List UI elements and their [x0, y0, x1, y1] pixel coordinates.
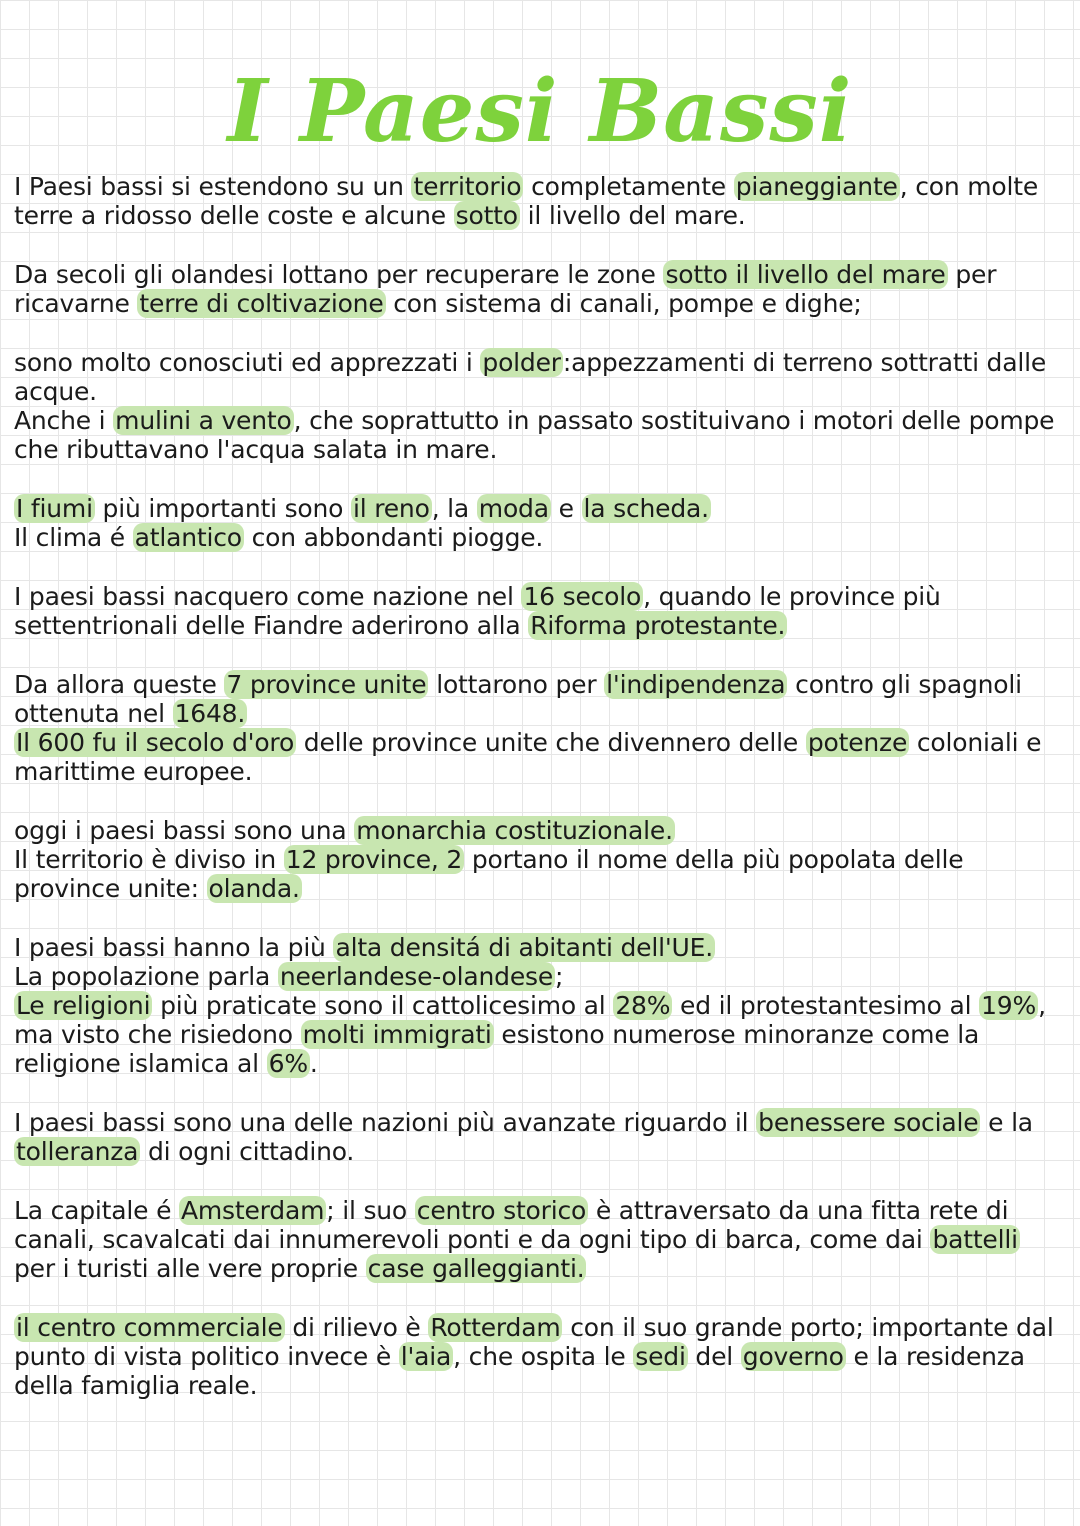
paragraph: [14, 172, 1064, 230]
highlighted-text: 19%: [981, 991, 1037, 1020]
highlighted-text: 1648.: [174, 699, 246, 728]
paragraph-text: più importanti sono: [94, 494, 351, 523]
highlighted-text: sedi: [635, 1342, 686, 1371]
highlighted-text: 12 province, 2: [285, 845, 463, 874]
paragraph-text: oggi i paesi bassi sono una: [14, 816, 355, 845]
highlighted-text: governo: [742, 1342, 844, 1371]
highlighted-text: I fiumi: [16, 494, 93, 523]
paragraph-text: con il suo grande porto; importante dal punto di vista politico invece è: [14, 1313, 1054, 1371]
highlighted-text: atlantico: [134, 523, 242, 552]
highlighted-text: mulini a vento: [115, 406, 292, 435]
highlighted-text: sotto: [455, 201, 518, 230]
highlighted-text: centro storico: [416, 1196, 587, 1225]
paragraph-text: per i turisti alle vere proprie: [14, 1254, 366, 1283]
highlighted-text: neerlandese-olandese: [279, 962, 554, 991]
highlighted-text: battelli: [932, 1225, 1018, 1254]
paragraph-text: ; il suo: [326, 1196, 415, 1225]
paragraph-text: ed il protestantesimo al: [672, 991, 980, 1020]
paragraph-text: portano il nome della più popolata delle province unite:: [14, 845, 964, 903]
paragraph-text: , che ospita le: [453, 1342, 634, 1371]
highlighted-text: 7 province unite: [226, 670, 427, 699]
paragraph-text: Anche i: [14, 406, 114, 435]
highlighted-text: il reno: [352, 494, 430, 523]
paragraph-text: ;: [555, 962, 564, 991]
paragraph: [14, 1196, 1064, 1283]
paragraph-text: I paesi bassi hanno la più: [14, 933, 334, 962]
paragraph-text: sono molto conosciuti ed apprezzati i: [14, 348, 481, 377]
highlighted-text: olanda.: [208, 874, 300, 903]
paragraph-text: del: [687, 1342, 741, 1371]
highlighted-text: Riforma protestante.: [530, 611, 786, 640]
paragraph-text: è attraversato da una fitta rete di canali, scavalcati dai innumerevoli ponti e da ogni tipo di barca, come dai: [14, 1196, 1009, 1254]
highlighted-text: l'indipendenza: [606, 670, 786, 699]
paragraph-text: coloniali e marittime europee.: [14, 728, 1042, 786]
highlighted-text: terre di coltivazione: [139, 289, 384, 318]
paragraph-text: Il clima é: [14, 523, 133, 552]
paragraph-text: e la: [980, 1108, 1033, 1137]
paragraph: [14, 582, 1064, 640]
paragraph-text: Il territorio è diviso in: [14, 845, 284, 874]
paragraph-text: di ogni cittadino.: [140, 1137, 355, 1166]
highlighted-text: alta densitá di abitanti dell'UE.: [335, 933, 713, 962]
paragraph: [14, 494, 1064, 552]
highlighted-text: molti immigrati: [302, 1020, 492, 1049]
paragraph: [14, 348, 1064, 464]
paragraph-text: esistono numerose minoranze come la religione islamica al: [14, 1020, 980, 1078]
paragraph: [14, 1108, 1064, 1166]
paragraph-text: completamente: [523, 172, 734, 201]
paragraph-text: , quando le province più settentrionali delle Fiandre aderirono alla: [14, 582, 941, 640]
paragraph-text: , che soprattutto in passato sostituivano i motori delle pompe che ributtavano l'acqua salata in mare.: [14, 406, 1055, 464]
page-title: I Paesi Bassi: [227, 61, 853, 162]
paragraph: [14, 260, 1064, 318]
highlighted-text: 28%: [615, 991, 671, 1020]
highlighted-text: monarchia costituzionale.: [356, 816, 673, 845]
highlighted-text: tolleranza: [16, 1137, 139, 1166]
paragraph-text: più praticate sono il cattolicesimo al: [152, 991, 614, 1020]
paragraph: [14, 670, 1064, 786]
paragraph-text: di rilievo è: [284, 1313, 429, 1342]
highlighted-text: il centro commerciale: [16, 1313, 283, 1342]
highlighted-text: 6%: [268, 1049, 308, 1078]
paragraph-text: I paesi bassi nacquero come nazione nel: [14, 582, 522, 611]
paragraph-text: il livello del mare.: [519, 201, 746, 230]
highlighted-text: sotto il livello del mare: [665, 260, 946, 289]
paragraph-text: , con molte terre a ridosso delle coste e alcune: [14, 172, 1039, 230]
paragraph-text: contro gli spagnoli ottenuta nel: [14, 670, 1022, 728]
paragraph: [14, 816, 1064, 903]
paragraph-text: .: [309, 1049, 318, 1078]
highlighted-text: Rotterdam: [430, 1313, 561, 1342]
highlighted-text: la scheda.: [583, 494, 709, 523]
paragraph-text: Da secoli gli olandesi lottano per recuperare le zone: [14, 260, 664, 289]
notes-body: [14, 172, 1064, 1430]
highlighted-text: Amsterdam: [181, 1196, 325, 1225]
highlighted-text: Il 600 fu il secolo d'oro: [16, 728, 295, 757]
paragraph-text: lottarono per: [428, 670, 605, 699]
highlighted-text: l'aia: [400, 1342, 452, 1371]
highlighted-text: case galleggianti.: [367, 1254, 585, 1283]
paragraph-text: La capitale é: [14, 1196, 179, 1225]
paragraph-text: , ma visto che risiedono: [14, 991, 1046, 1049]
paragraph-text: delle province unite che divennero delle: [296, 728, 806, 757]
paragraph-text: per ricavarne: [14, 260, 997, 318]
paragraph-text: , la: [431, 494, 477, 523]
paragraph-text: e: [550, 494, 582, 523]
highlighted-text: potenze: [807, 728, 908, 757]
highlighted-text: 16 secolo: [523, 582, 642, 611]
highlighted-text: Le religioni: [16, 991, 151, 1020]
paragraph-text: :appezzamenti di terreno sottratti dalle acque.: [14, 348, 1047, 406]
highlighted-text: pianeggiante: [735, 172, 898, 201]
paragraph: [14, 1313, 1064, 1400]
highlighted-text: territorio: [413, 172, 522, 201]
paragraph-text: I Paesi bassi si estendono su un: [14, 172, 412, 201]
highlighted-text: polder: [482, 348, 561, 377]
highlighted-text: moda: [478, 494, 549, 523]
paragraph-text: I paesi bassi sono una delle nazioni più avanzate riguardo il: [14, 1108, 757, 1137]
paragraph-text: con sistema di canali, pompe e dighe;: [385, 289, 862, 318]
paragraph-text: e la residenza della famiglia reale.: [14, 1342, 1025, 1400]
paragraph-text: Da allora queste: [14, 670, 225, 699]
highlighted-text: benessere sociale: [758, 1108, 979, 1137]
paragraph-text: La popolazione parla: [14, 962, 278, 991]
paragraph: [14, 933, 1064, 1078]
paragraph-text: con abbondanti piogge.: [243, 523, 544, 552]
